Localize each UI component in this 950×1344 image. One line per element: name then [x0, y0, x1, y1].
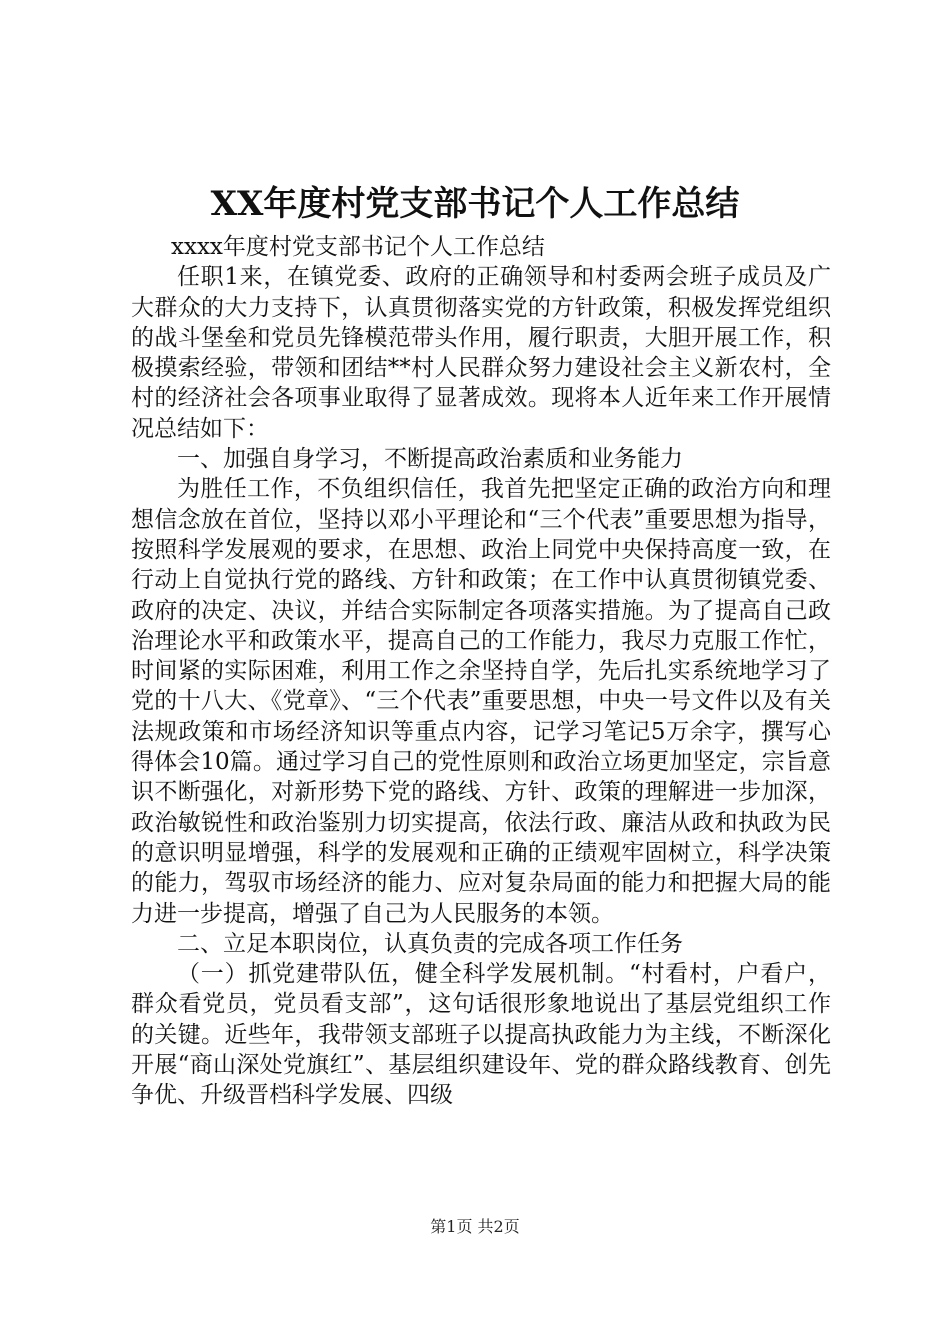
- section-heading-2: 二、立足本职岗位，认真负责的完成各项工作任务: [177, 930, 683, 957]
- page-footer: 第1页 共2页: [430, 1217, 520, 1236]
- section-heading-1: 一、加强自身学习，不断提高政治素质和业务能力: [177, 446, 683, 473]
- paragraph-study: 为胜任工作，不负组织信任，我首先把坚定正确的政治方向和理想信念放在首位，坚持以邓小平理论和“三个代表”重要思想为指导，按照科学发展观的要求，在思想、政治上同党中央保持高度一致，在行动上自觉执行党的路线、方针和政策；在工作中认真贯彻镇党委、政府的决定、决议，并结合实际制定各项落实措施。为了提高自己政治理论水平和政策水平，提高自己的工作能力，我尽力克服工作忙，时间紧的实际困难，利用工作之余坚持自学，先后扎实系统地学习了党的十八大、《党章》、“三个代表”重要思想，中央一号文件以及有关法规政策和市场经济知识等重点内容，记学习笔记5万余字，撰写心得体会10篇。通过学习自己的党性原则和政治立场更加坚定，宗旨意识不断强化，对新形势下党的路线、方针、政策的理解进一步加深，政治敏锐性和政治鉴别力切实提高，依法行政、廉洁从政和执政为民的意识明显增强，科学的发展观和正确的正绩观牢固树立，科学决策的能力，驾驭市场经济的能力、应对复杂局面的能力和把握大局的能力进一步提高，增强了自己为人民服务的本领。: [131, 476, 831, 927]
- document-subtitle: xxxx年度村党支部书记个人工作总结: [171, 234, 545, 260]
- paragraph-party-building: （一）抓党建带队伍，健全科学发展机制。“村看村，户看户，群众看党员，党员看支部”，这句话很形象地说出了基层党组织工作的关键。近些年，我带领支部班子以提高执政能力为主线，不断深化开展“商山深处党旗红”、基层组织建设年、党的群众路线教育、创先争优、升级晋档科学发展、四级: [131, 961, 831, 1109]
- document-title: XX年度村党支部书记个人工作总结: [210, 184, 740, 224]
- document-body: [131, 232, 831, 1111]
- paragraph-intro: 任职1来，在镇党委、政府的正确领导和村委两会班子成员及广大群众的大力支持下，认真贯彻落实党的方针政策，积极发挥党组织的战斗堡垒和党员先锋模范带头作用，履行职责，大胆开展工作，积极摸索经验，带领和团结**村人民群众努力建设社会主义新农村，全村的经济社会各项事业取得了显著成效。现将本人近年来工作开展情况总结如下：: [131, 264, 831, 442]
